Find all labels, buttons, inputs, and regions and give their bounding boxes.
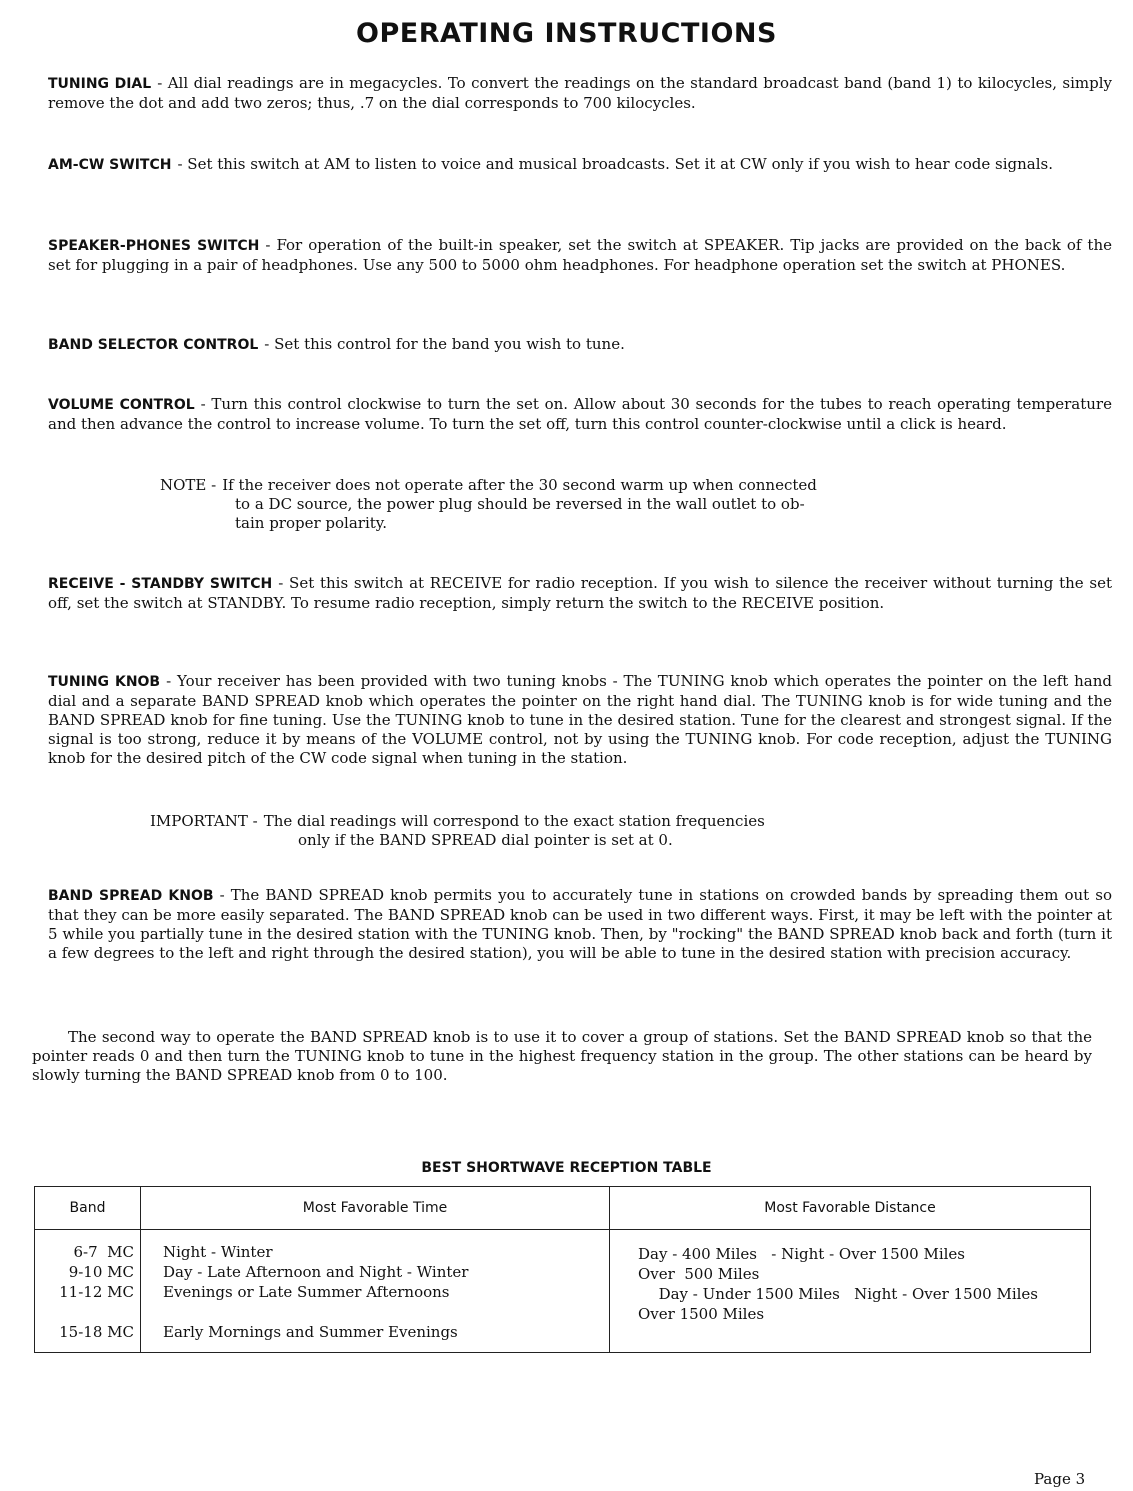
section-heading: VOLUME CONTROL — [48, 397, 195, 413]
table-body-row — [35, 1230, 1091, 1353]
section-speaker-phones-switch — [48, 236, 1112, 275]
time-cell: Night - Winter — [163, 1243, 273, 1261]
section-text: - Set this switch at RECEIVE for radio reception. If you wish to silence the receiver without turning the set off, set the switch at STANDBY. To resume radio reception, simply return the switch to the RECEIVE position. — [48, 574, 1112, 612]
section-heading: TUNING KNOB — [48, 674, 161, 690]
header-distance: Most Favorable Distance — [610, 1187, 1091, 1230]
table-header-row — [35, 1187, 1091, 1230]
distance-cell: Day - 400 Miles - Night - Over 1500 Miles — [638, 1245, 965, 1263]
time-cell: Early Mornings and Summer Evenings — [163, 1323, 458, 1341]
distance-cell: Over 500 Miles — [638, 1265, 760, 1283]
section-heading: AM-CW SWITCH — [48, 157, 172, 173]
table-title: BEST SHORTWAVE RECEPTION TABLE — [421, 1160, 712, 1176]
section-text: - Your receiver has been provided with two tuning knobs - The TUNING knob which operates the pointer on the left hand dial and a separate BAND SPREAD knob which operates the pointer on the right hand dial. The TUNING knob is for wide tuning and the BAND SPREAD knob for fine tuning. Use the TUNING knob to tune in the desired station. Tune for the clearest and strongest signal. If the signal is too strong, reduce it by means of the VOLUME control, not by using the TUNING knob. For code reception, adjust the TUNING knob for the desired pitch of the CW code signal when tuning in the station. — [48, 672, 1112, 767]
section-text: - All dial readings are in megacycles. To convert the readings on the standard broadcast band (band 1) to kilocycles, simply remove the dot and add two zeros; thus, .7 on the dial corresponds to 700 kilocycles. — [48, 74, 1113, 112]
time-cell: Day - Late Afternoon and Night - Winter — [163, 1263, 469, 1281]
time-cell: Evenings or Late Summer Afternoons — [163, 1283, 450, 1301]
important-label: IMPORTANT - — [150, 812, 258, 830]
section-text: - Set this control for the band you wish to tune. — [264, 335, 625, 353]
band-spread-second-paragraph: The second way to operate the BAND SPREAD knob is to use it to cover a group of stations. Set the BAND SPREAD knob so that the pointer reads 0 and then turn the TUNING knob to tune in the highest frequency station in the group. The other stations can be heard by slowly turning the BAND SPREAD knob from 0 to 100. — [32, 1028, 1092, 1084]
section-heading: BAND SELECTOR CONTROL — [48, 337, 259, 353]
reception-table — [34, 1186, 1091, 1353]
band-cell: 6-7 MC — [73, 1243, 134, 1261]
band-cell: 9-10 MC — [68, 1263, 134, 1281]
section-heading: RECEIVE - STANDBY SWITCH — [48, 576, 273, 592]
note-line: If the receiver does not operate after the 30 second warm up when connected — [222, 476, 817, 494]
band-column — [35, 1230, 141, 1353]
header-time: Most Favorable Time — [141, 1187, 610, 1230]
section-tuning-knob — [48, 672, 1112, 768]
important-line: only if the BAND SPREAD dial pointer is set at 0. — [298, 831, 673, 849]
section-text: - Turn this control clockwise to turn the set on. Allow about 30 seconds for the tubes to reach operating temperature and then advance the control to increase volume. To turn the set off, turn this control counter-clockwise until a click is heard. — [48, 395, 1112, 433]
distance-column — [610, 1230, 1091, 1353]
section-heading: TUNING DIAL — [48, 76, 152, 92]
distance-cell: Day - Under 1500 Miles Night - Over 1500 Miles — [658, 1285, 1038, 1303]
important-block — [150, 812, 765, 850]
note-block — [160, 476, 817, 533]
section-receive-standby — [48, 574, 1112, 613]
page-number: Page 3 — [1034, 1470, 1086, 1488]
section-text: - Set this switch at AM to listen to voice and musical broadcasts. Set it at CW only if you wish to hear code signals. — [177, 155, 1053, 173]
distance-cell: Over 1500 Miles — [638, 1305, 765, 1323]
band-cell: 15-18 MC — [59, 1323, 134, 1341]
section-band-spread-knob — [48, 886, 1112, 963]
header-band: Band — [35, 1187, 141, 1230]
note-line: to a DC source, the power plug should be reversed in the wall outlet to ob- — [235, 495, 805, 513]
important-line: The dial readings will correspond to the exact station frequencies — [263, 812, 765, 830]
section-tuning-dial — [48, 74, 1112, 113]
section-text: - The BAND SPREAD knob permits you to accurately tune in stations on crowded bands by spreading them out so that they can be more easily separated. The BAND SPREAD knob can be used in two different ways. First, it may be left with the pointer at 5 while you partially tune in the desired station with the TUNING knob. Then, by "rocking" the BAND SPREAD knob back and forth (turn it a few degrees to the left and right through the desired station), you will be able to tune in the desired station with precision accuracy. — [48, 886, 1112, 962]
section-band-selector — [48, 335, 1112, 355]
section-am-cw-switch — [48, 155, 1112, 175]
page-title: OPERATING INSTRUCTIONS — [356, 18, 777, 49]
section-text: - For operation of the built-in speaker, set the switch at SPEAKER. Tip jacks are provided on the back of the set for plugging in a pair of headphones. Use any 500 to 5000 ohm headphones. For headphone operation set the switch at PHONES. — [48, 236, 1113, 274]
band-cell: 11-12 MC — [59, 1283, 134, 1301]
note-line: tain proper polarity. — [235, 514, 388, 532]
section-heading: SPEAKER-PHONES SWITCH — [48, 238, 260, 254]
section-volume-control — [48, 395, 1112, 434]
section-heading: BAND SPREAD KNOB — [48, 888, 214, 904]
note-label: NOTE - — [160, 476, 217, 494]
time-column — [141, 1230, 610, 1353]
